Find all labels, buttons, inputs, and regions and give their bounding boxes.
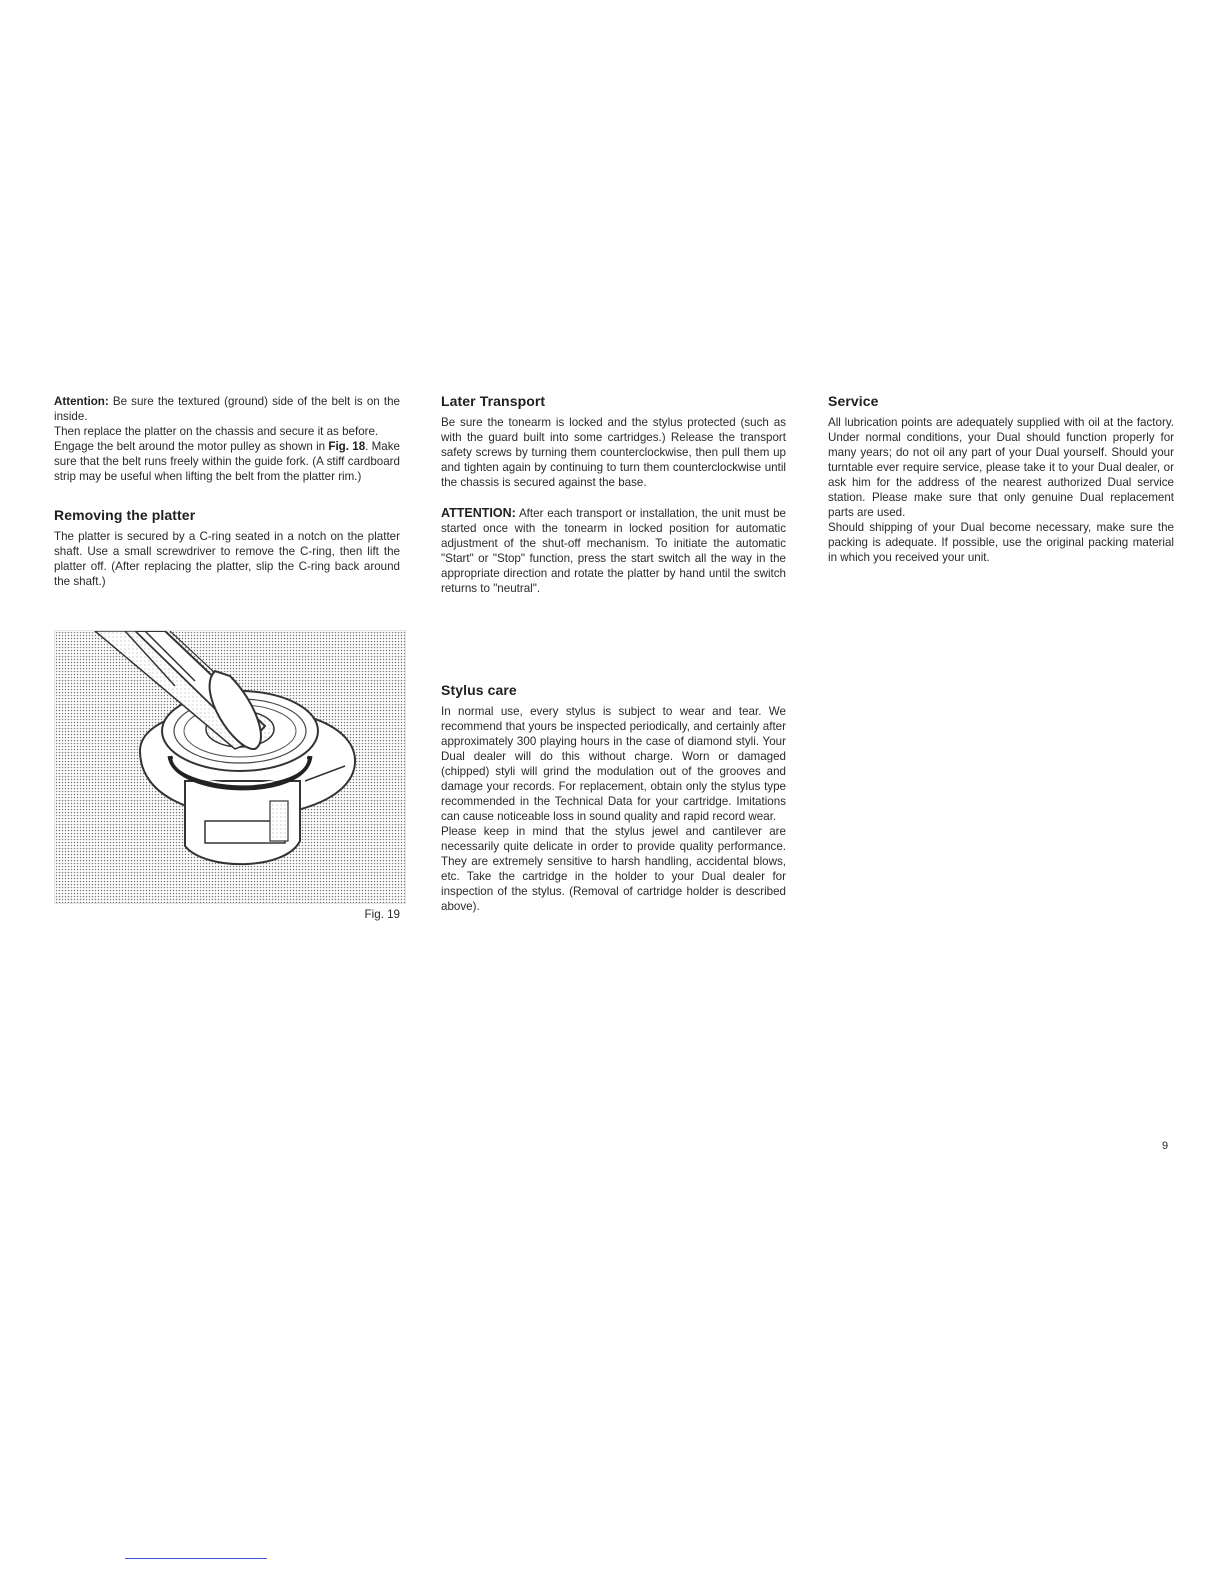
right-column (828, 394, 1174, 565)
service-heading: Service (828, 393, 879, 409)
stylus-care-section (441, 683, 786, 914)
page-number: 9 (1162, 1140, 1169, 1152)
removing-platter-heading: Removing the platter (54, 507, 196, 523)
later-transport-text: Be sure the tonearm is locked and the stylus protected (such as with the guard built into some cartridges.) Release the transport safety screws by turning them counterclockwise, then pull them up and tighten again by continuing to turn them counterclockwise until the chassis is secured against the base. (441, 416, 786, 489)
removing-platter-text: The platter is secured by a C-ring seated in a notch on the platter shaft. Use a small screwdriver to remove the C-ring, then lift the platter off. (After replacing the platter, slip the C-ring back around the shaft.) (54, 530, 400, 588)
service-text-1: All lubrication points are adequately supplied with oil at the factory. Under normal conditions, your Dual should function properly for many years; do not oil any part of your Dual yourself. Should your turntable ever require service, please take it to your Dual dealer, or ask him for the address of the nearest authorized Dual service station. Please make sure that only genuine Dual replacement parts are used. (828, 416, 1174, 519)
stylus-care-heading: Stylus care (441, 682, 517, 698)
engage-text-b: . Make sure that the belt runs freely within the guide fork. (A stiff cardboard strip may be useful when lifting the belt from the platter rim.) (54, 440, 400, 483)
figure-19-illustration (54, 630, 406, 904)
left-column (54, 394, 400, 589)
attention-note-label: ATTENTION: (441, 506, 516, 520)
later-transport-heading: Later Transport (441, 393, 546, 409)
replace-paragraph: Then replace the platter on the chassis and secure it as before. (54, 425, 379, 438)
fig-18-reference: Fig. 18 (328, 440, 366, 453)
engage-paragraph (54, 439, 400, 484)
attention-note (441, 506, 786, 596)
attention-text: Be sure the textured (ground) side of the belt is on the inside. (54, 395, 400, 423)
service-text-2: Should shipping of your Dual become necessary, make sure the packing is adequate. If possible, use the original packing material in which you received your unit. (828, 521, 1174, 564)
attention-note-text: After each transport or installation, the unit must be started once with the tonearm in locked position for automatic adjustment of the shut-off mechanism. To initiate the automatic "Start" or "Stop" function, press the start switch all the way in the appropriate direction and rotate the platter by hand until the switch returns to "neutral". (441, 507, 786, 595)
stylus-care-text-2: Please keep in mind that the stylus jewel and cantilever are necessarily quite delicate in order to provide quality performance. They are extremely sensitive to harsh handling, accidental blows, etc. Take the cartridge in the holder to your Dual dealer for inspection of the stylus. (Removal of cartridge holder is described above). (441, 825, 786, 913)
footnote-rule (125, 1558, 267, 1559)
stylus-care-text-1: In normal use, every stylus is subject to wear and tear. We recommend that yours be inspected periodically, and certainly after approximately 300 playing hours in the case of diamond styli. Your Dual dealer will do this without charge. Worn or damaged (chipped) styli will grind the modulation out of the grooves and damage your records. For replacement, obtain only the stylus type recommended in the Technical Data for your cartridge. Imitations can cause noticeable loss in sound quality and rapid record wear. (441, 705, 786, 823)
figure-caption: Fig. 19 (364, 908, 400, 921)
engage-text-a: Engage the belt around the motor pulley as shown in (54, 440, 326, 453)
attention-label: Attention: (54, 395, 109, 408)
attention-paragraph (54, 394, 400, 424)
middle-column (441, 394, 786, 596)
c-ring-drawing (55, 631, 405, 903)
